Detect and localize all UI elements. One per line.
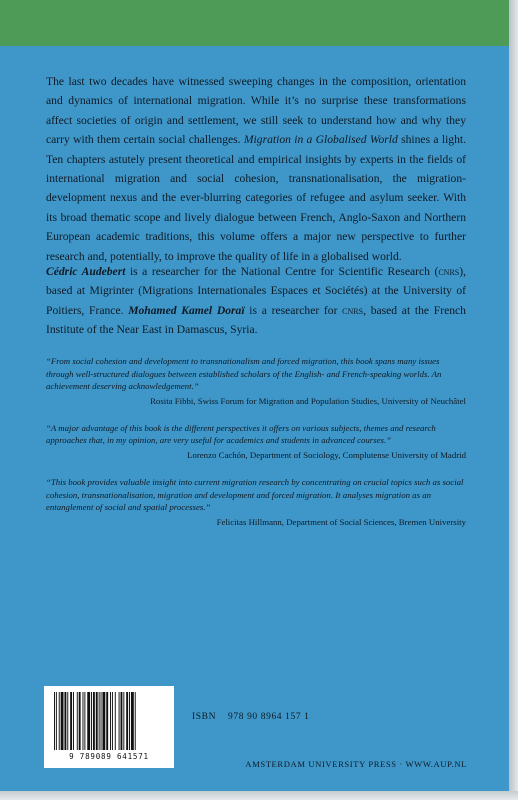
author2-name: Mohamed Kamel Doraï [128,303,245,317]
review-quote [46,476,466,529]
blurb-text-start: The last two decades have witnessed sweeping changes in the composition, orientation and dynamics of international migration. While it’s no surprise these transformations affect societies of origin and settlement, we still seek to understand how and why they carry with them certain social challenges. [46,75,466,147]
quote-attribution: Rosita Fibbi, Swiss Forum for Migration and Population Studies, University of Neuchâtel [150,395,466,406]
isbn-number: 978 90 8964 157 1 [228,712,310,722]
author1-bio-a: is a researcher for the National Centre for Scientific Research ( [125,265,439,278]
isbn [192,712,310,722]
quote-text: “This book provides valuable insight into current migration research by concentrating on crucial topics such as social cohesion, transnationalisation, migration and development and forced migration. It analyses migration as an entanglement of social and spatial processes.” [46,476,464,513]
author1-name: Cédric Audebert [46,265,126,278]
review-quote [46,422,466,462]
author1-abbr: cnrs [438,265,460,278]
barcode-bars [50,692,168,750]
review-quote [46,355,466,408]
author-bios [46,262,466,340]
author2-bio-a: is a researcher for [244,303,343,317]
book-title-italic: Migration in a Globalised World [243,133,398,147]
quote-text: “A major advantage of this book is the different perspectives it offers on various subjects, themes and research approaches that, in my opinion, are very useful for academics and students in advanced courses.” [46,422,436,446]
blurb-text-end: shines a light. Ten chapters astutely present theoretical and empirical insights by experts in the fields of international migration and social cohesion, transnationalisation, the migration-development nexus and the ever-blurring categories of refugee and asylum seeker. With its broad thematic scope and lively dialogue between French, Anglo-Saxon and Northern European academic traditions, this volume offers a major new perspective to further research and, potentially, to improve the quality of life in a globalised world. [46,133,467,263]
page-edge [509,0,518,800]
author2-bio-b: , based at the French Institute of the Near East in Damascus, Syria. [46,303,466,337]
author2-abbr: cnrs [342,303,364,317]
quote-text: “From social cohesion and development to transnationalism and forced migration, this book spans many issues through well-structured dialogues between established scholars of the English- and French-speaking worlds. An achievement deserving acknowledgement.” [46,356,442,392]
barcode [44,686,174,768]
quote-attribution: Lorenzo Cachón, Department of Sociology, Complutense University of Madrid [187,449,466,460]
quote-attribution: Felicitas Hillmann, Department of Social Sciences, Bremen University [216,516,466,527]
isbn-label: ISBN [192,712,217,722]
blurb-paragraph [46,72,466,266]
review-quotes [46,355,466,543]
top-green-band [0,0,509,46]
publisher-line: AMSTERDAM UNIVERSITY PRESS · WWW.AUP.NL [245,759,467,769]
page-bottom-edge [0,791,518,800]
author1-bio-b: ), based at Migrinter (Migrations Internationales Espaces et Sociétés) at the University of Poitiers, France. [46,265,466,317]
barcode-digits: 9 789089 641571 [69,752,149,761]
